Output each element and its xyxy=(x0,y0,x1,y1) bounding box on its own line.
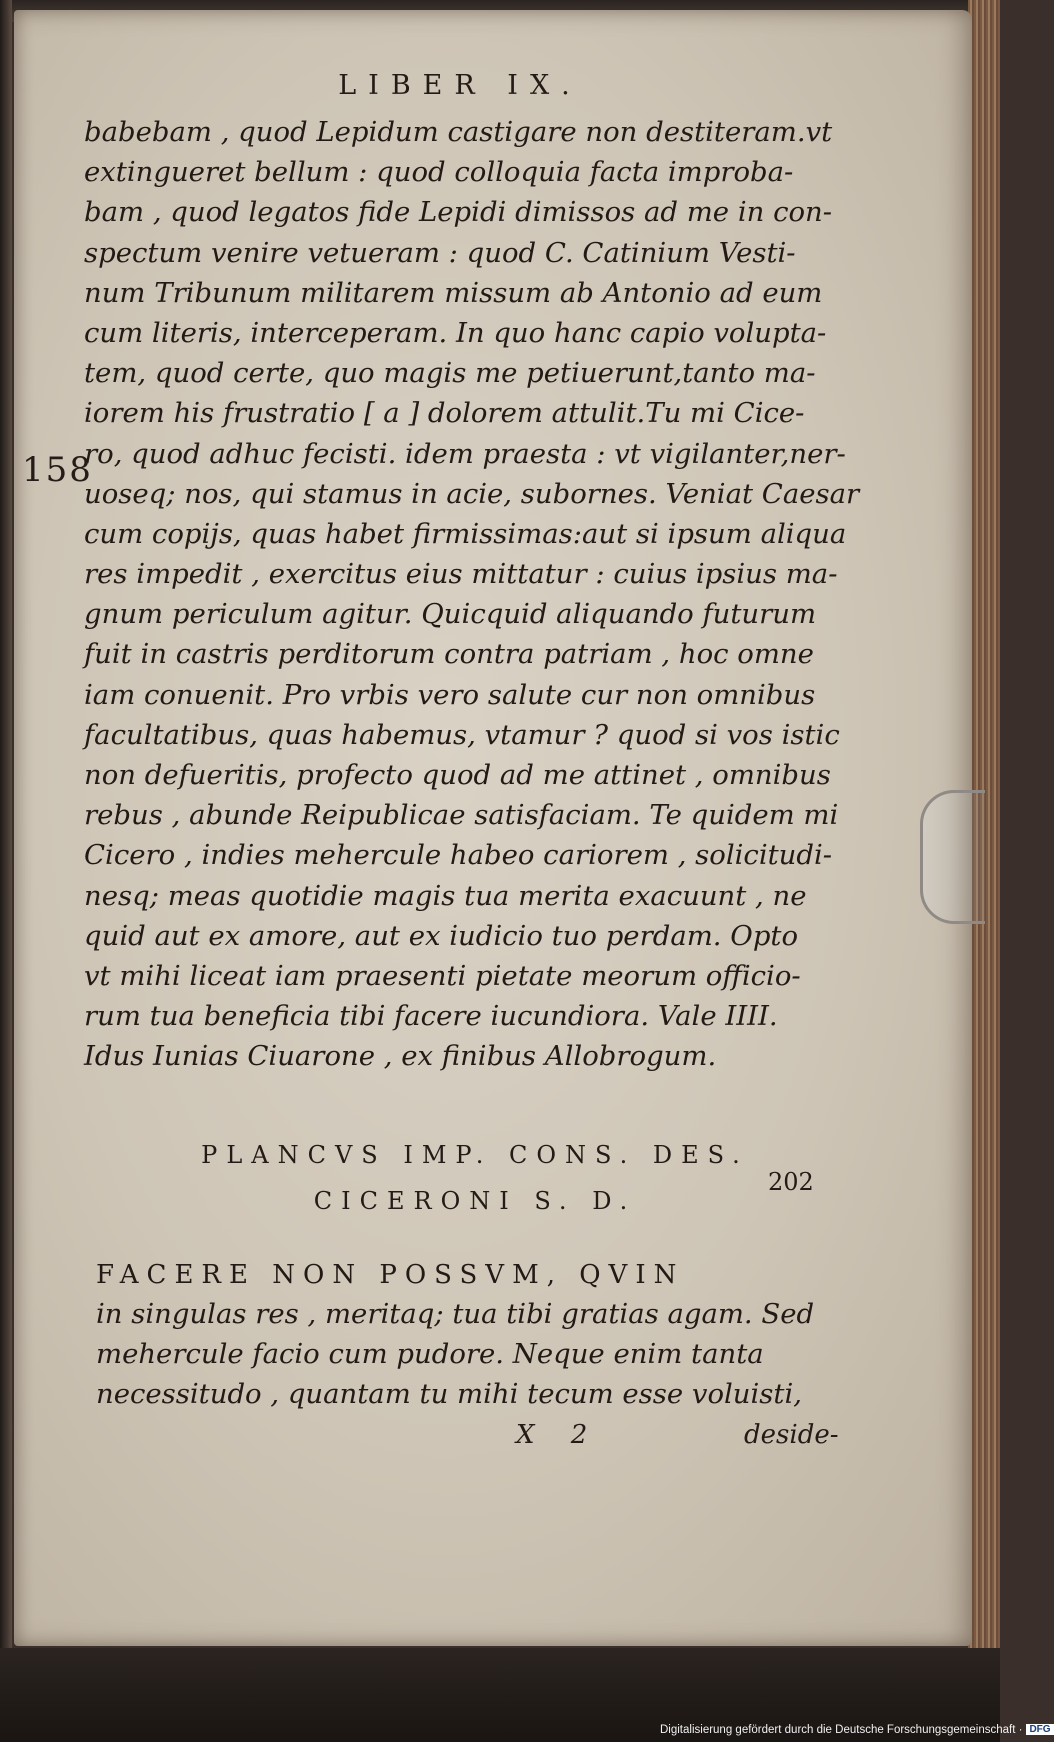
text-line: rum tua beneficia tibi facere iucundiora. Vale IIII. xyxy=(84,1000,778,1033)
text-line: iam conuenit. Pro vrbis vero salute cur non omnibus xyxy=(84,678,816,711)
text-line: cum literis, interceperam. In quo hanc capio volupta- xyxy=(84,316,827,349)
letter-body xyxy=(84,112,860,1077)
text-line: rebus , abunde Reipublicae satisfaciam. Te quidem mi xyxy=(84,799,839,832)
letter-heading xyxy=(150,1132,800,1224)
catchword: deside- xyxy=(744,1420,839,1450)
text-line: res impedit , exercitus eius mittatur : cuius ipsius ma- xyxy=(84,558,838,591)
scan-frame-left xyxy=(0,0,12,1742)
text-line: Idus Iunias Ciuarone , ex finibus Allobrogum. xyxy=(84,1040,717,1073)
text-line: num Tribunum militarem missum ab Antonio ad eum xyxy=(84,276,823,309)
text-line: extingueret bellum : quod colloquia facta improba- xyxy=(84,156,794,189)
digitization-credit xyxy=(660,1724,1051,1736)
text-line: fuit in castris perditorum contra patriam , hoc omne xyxy=(84,638,814,671)
text-line: vt mihi liceat iam praesenti pietate meorum officio- xyxy=(84,959,801,992)
text-line: tem, quod certe, quo magis me petiuerunt,tanto ma- xyxy=(84,357,816,390)
text-line: bam , quod legatos fide Lepidi dimissos ad me in con- xyxy=(84,196,833,229)
text-line: mehercule facio cum pudore. Neque enim tanta xyxy=(96,1338,764,1370)
text-line: ro, quod adhuc fecisti. idem praesta : vt vigilanter,ner- xyxy=(84,437,846,470)
margin-number-left: 158 xyxy=(22,450,93,490)
text-line: spectum venire vetueram : quod C. Catinium Vesti- xyxy=(84,236,796,269)
text-line: facultatibus, quas habemus, vtamur ? quod si vos istic xyxy=(84,718,840,751)
second-letter-body xyxy=(96,1254,846,1414)
heading-line-1: PLANCVS IMP. CONS. DES. xyxy=(201,1141,749,1169)
text-line: quid aut ex amore, aut ex iudicio tuo perdam. Opto xyxy=(84,919,799,952)
signature-mark: X 2 xyxy=(516,1420,602,1450)
initial-words: FACERE NON POSSVM, QVIN xyxy=(96,1260,685,1290)
page-clip xyxy=(920,790,985,924)
running-head: LIBER IX. xyxy=(338,70,582,101)
text-line: uoseq; nos, qui stamus in acie, subornes. Veniat Caesar xyxy=(84,477,860,510)
text-line: in singulas res , meritaq; tua tibi gratias agam. Sed xyxy=(96,1298,815,1330)
text-line: Cicero , indies mehercule habeo cariorem , solicitudi- xyxy=(84,839,833,872)
text-line: babebam , quod Lepidum castigare non destiteram.vt xyxy=(84,116,833,148)
dfg-logo: DFG xyxy=(1026,1724,1053,1735)
heading-line-2: CICERONI S. D. xyxy=(313,1187,637,1215)
text-line: gnum periculum agitur. Quicquid aliquando futurum xyxy=(84,598,817,631)
text-line: necessitudo , quantam tu mihi tecum esse voluisti, xyxy=(96,1378,803,1410)
text-line: cum copijs, quas habet firmissimas:aut si ipsum aliqua xyxy=(84,517,847,550)
text-line-initial xyxy=(96,1254,846,1294)
text-line: nesq; meas quotidie magis tua merita exacuunt , ne xyxy=(84,879,807,912)
margin-number-right: 202 xyxy=(768,1168,814,1196)
text-line: non defueritis, profecto quod ad me attinet , omnibus xyxy=(84,759,831,791)
text-line: iorem his frustratio [ a ] dolorem attulit.Tu mi Cice- xyxy=(84,397,805,430)
credit-text: Digitalisierung gefördert durch die Deutsche Forschungsgemeinschaft · xyxy=(660,1724,1023,1736)
